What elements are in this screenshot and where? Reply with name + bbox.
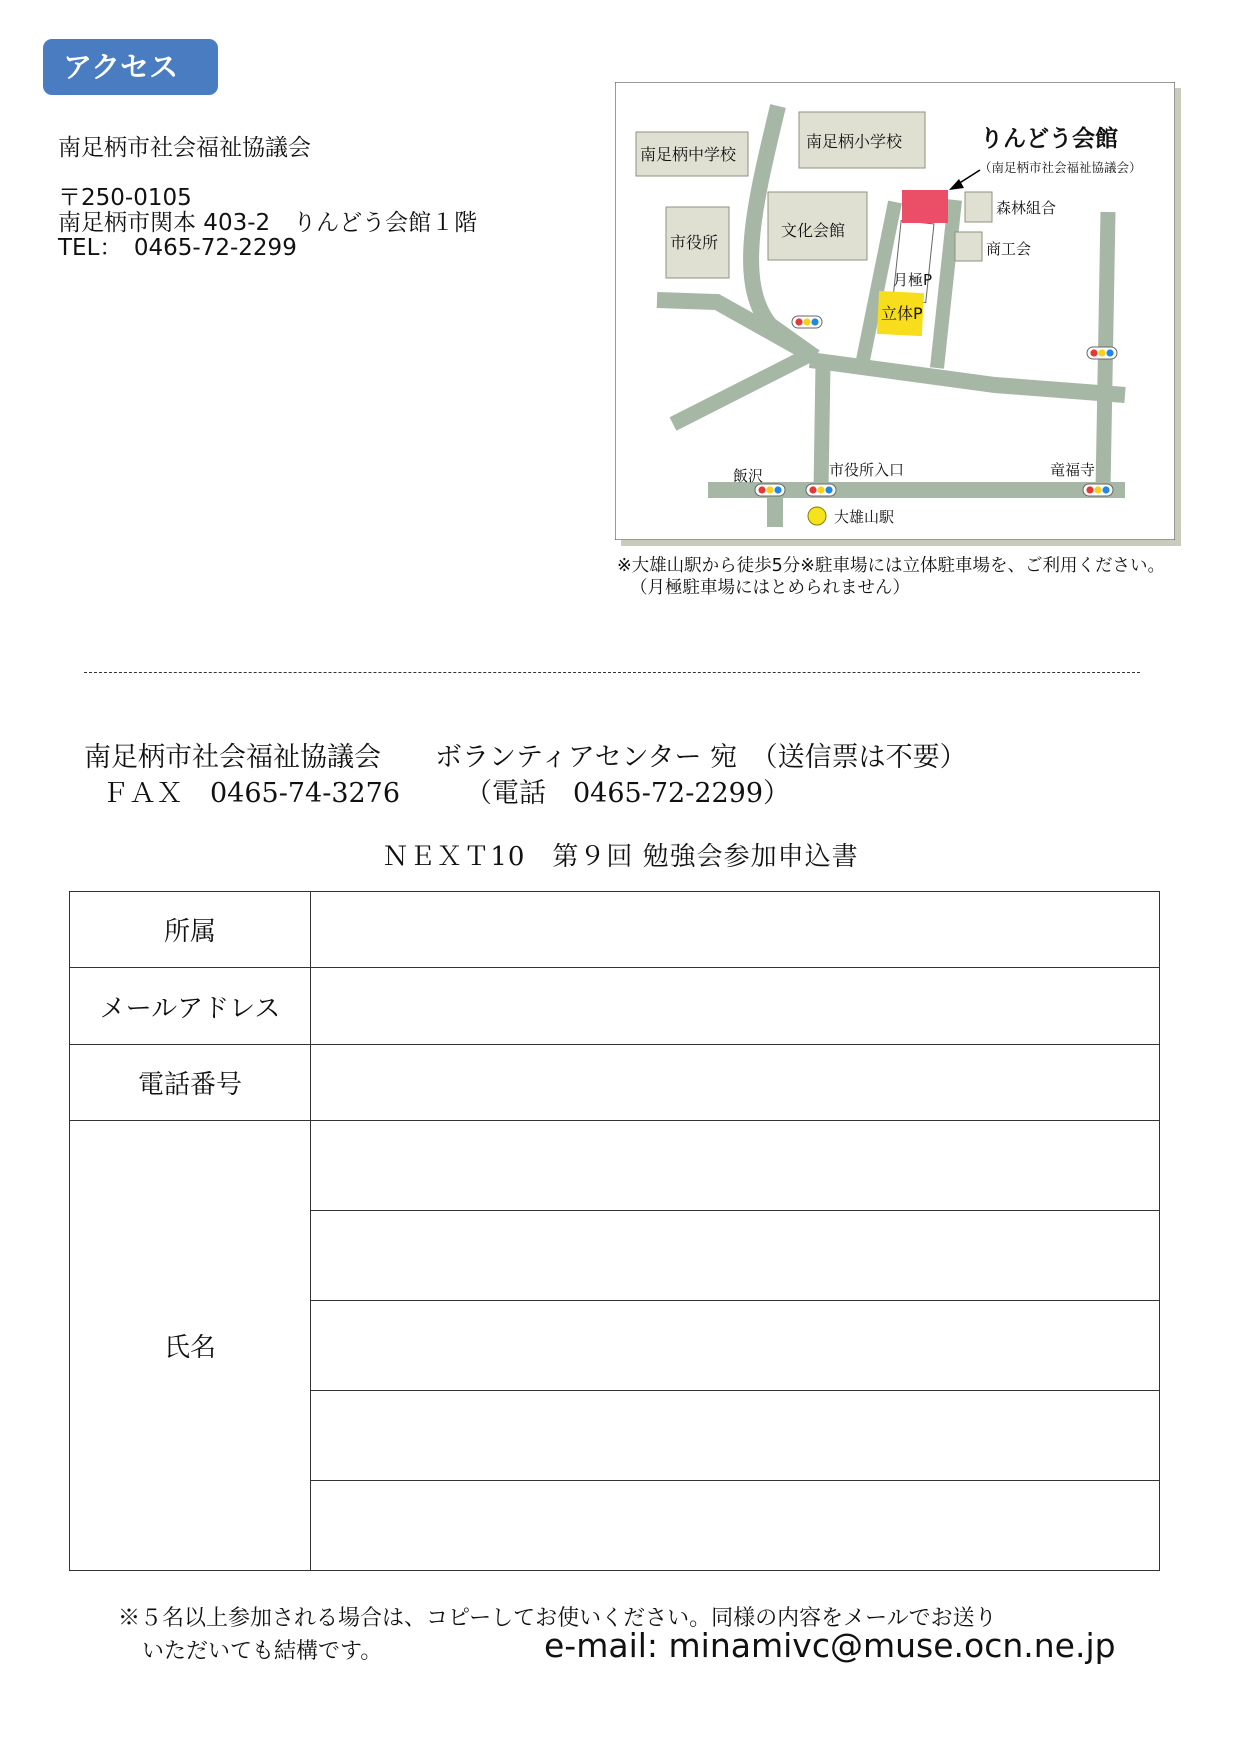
email-field[interactable] bbox=[311, 968, 1160, 1045]
name-field-1[interactable] bbox=[311, 1121, 1160, 1211]
cut-line bbox=[84, 672, 1140, 673]
name-label: 氏名 bbox=[70, 1121, 311, 1571]
map-note bbox=[617, 555, 1165, 599]
fax-recipient: 南足柄市社会福祉協議会 ボランティアセンター 宛 （送信票は不要） bbox=[84, 742, 967, 773]
postal-code: 〒250-0105 bbox=[58, 185, 192, 211]
map-note-line1: ※大雄山駅から徒歩5分※駐車場には立体駐車場を、ご利用ください。 bbox=[617, 556, 1165, 576]
label-iizawa: 飯沢 bbox=[733, 467, 764, 485]
label-city-hall-entrance: 市役所入口 bbox=[829, 461, 905, 479]
footer-note-line2: いただいても結構です。 bbox=[142, 1639, 383, 1664]
address-block bbox=[58, 136, 477, 261]
contact-email[interactable]: e-mail: minamivc@muse.ocn.ne.jp bbox=[544, 1626, 1116, 1665]
label-culture-hall: 文化会館 bbox=[781, 221, 846, 240]
label-junior-high: 南足柄中学校 bbox=[640, 145, 737, 164]
access-map bbox=[615, 82, 1175, 540]
label-commerce: 商工会 bbox=[986, 240, 1032, 258]
application-form bbox=[69, 891, 1160, 1571]
label-station: 大雄山駅 bbox=[834, 508, 895, 526]
label-ryufukuji: 竜福寺 bbox=[1050, 461, 1096, 479]
email-label: メールアドレス bbox=[70, 968, 311, 1045]
phone-field[interactable] bbox=[311, 1045, 1160, 1121]
phone-label: 電話番号 bbox=[70, 1045, 311, 1121]
footer-note-line1: ※５名以上参加される場合は、コピーしてお使いください。同様の内容をメールでお送り bbox=[118, 1606, 997, 1631]
phone-number: （電話 0465-72-2299） bbox=[465, 778, 791, 809]
label-monthly-parking: 月極P bbox=[893, 271, 933, 289]
name-field-3[interactable] bbox=[311, 1301, 1160, 1391]
street-address: 南足柄市関本 403-2 りんどう会館１階 bbox=[58, 210, 478, 236]
name-field-2[interactable] bbox=[311, 1211, 1160, 1301]
label-multi-parking: 立体P bbox=[881, 304, 923, 323]
label-venue: りんどう会館 bbox=[980, 126, 1118, 152]
fax-number: ＦＡＸ 0465-74-3276 bbox=[102, 778, 401, 809]
affiliation-field[interactable] bbox=[311, 892, 1160, 968]
station-marker bbox=[808, 507, 826, 525]
label-elementary: 南足柄小学校 bbox=[806, 132, 903, 151]
name-field-5[interactable] bbox=[311, 1481, 1160, 1571]
name-field-4[interactable] bbox=[311, 1391, 1160, 1481]
affiliation-label: 所属 bbox=[70, 892, 311, 968]
telephone: TEL： 0465-72-2299 bbox=[58, 235, 297, 261]
map-note-line2: （月極駐車場にはとめられません） bbox=[630, 578, 910, 598]
venue-marker bbox=[902, 190, 948, 223]
org-name: 南足柄市社会福祉協議会 bbox=[58, 135, 311, 161]
form-title: ＮＥＸＴ10 第９回 勉強会参加申込書 bbox=[382, 842, 859, 872]
label-forestry: 森林組合 bbox=[996, 199, 1057, 217]
label-city-hall: 市役所 bbox=[670, 233, 719, 252]
label-venue-sub: （南足柄市社会福祉協議会） bbox=[979, 160, 1142, 175]
road-vertical-a bbox=[821, 364, 823, 490]
access-badge: アクセス bbox=[43, 39, 218, 95]
